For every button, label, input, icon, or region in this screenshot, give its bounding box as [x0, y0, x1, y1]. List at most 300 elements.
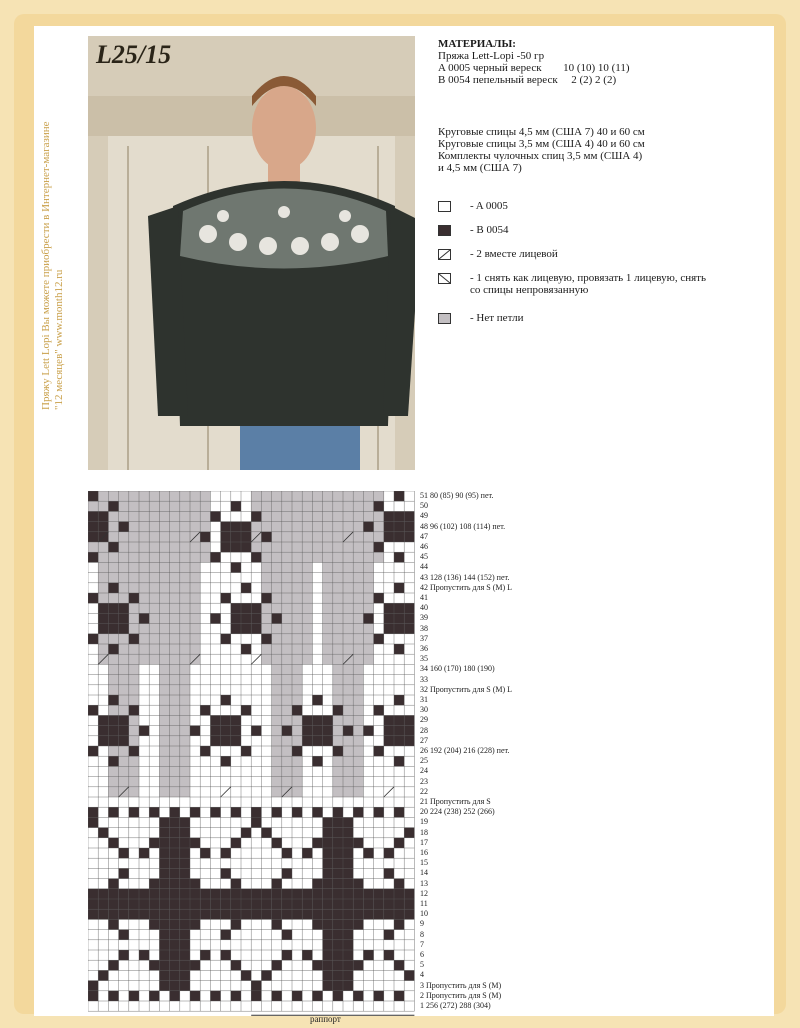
chart-cell — [88, 889, 98, 899]
chart-cell — [149, 807, 159, 817]
chart-cell — [292, 501, 302, 511]
chart-cell — [272, 624, 282, 634]
chart-cell — [333, 715, 343, 725]
chart-cell — [343, 777, 353, 787]
chart-cell — [129, 644, 139, 654]
chart-cell — [108, 695, 118, 705]
chart-cell — [333, 940, 343, 950]
chart-cell — [343, 981, 353, 991]
chart-cell — [333, 807, 343, 817]
chart-cell — [282, 613, 292, 623]
chart-cell — [404, 970, 414, 980]
chart-cell — [159, 501, 169, 511]
color1-name: A 0005 черный вереск — [438, 62, 542, 74]
chart-cell — [323, 868, 333, 878]
chart-cell — [251, 991, 261, 1001]
chart-cell — [353, 573, 363, 583]
row-label: 4 — [420, 970, 424, 980]
chart-cell — [374, 746, 384, 756]
needles-line2: Круговые спицы 3,5 мм (США 4) 40 и 60 см — [438, 138, 645, 150]
chart-cell — [374, 889, 384, 899]
chart-cell — [272, 807, 282, 817]
chart-cell — [363, 511, 373, 521]
chart-cell — [292, 675, 302, 685]
chart-cell — [159, 522, 169, 532]
chart-cell — [363, 899, 373, 909]
chart-cell — [159, 573, 169, 583]
chart-cell — [394, 491, 404, 501]
chart-cell — [302, 909, 312, 919]
chart-cell — [272, 838, 282, 848]
chart-cell — [180, 583, 190, 593]
chart-cell — [292, 491, 302, 501]
chart-cell — [108, 613, 118, 623]
chart-cell — [108, 899, 118, 909]
chart-cell — [323, 981, 333, 991]
chart-cell — [312, 909, 322, 919]
chart-cell — [272, 695, 282, 705]
chart-cell — [282, 777, 292, 787]
chart-cell — [231, 879, 241, 889]
color2-qty: 2 (2) 2 (2) — [571, 74, 617, 86]
chart-cell — [333, 858, 343, 868]
legend-label: - 2 вместе лицевой — [470, 248, 558, 260]
chart-cell — [353, 583, 363, 593]
chart-cell — [119, 603, 129, 613]
chart-cell — [282, 766, 292, 776]
chart-cell — [129, 522, 139, 532]
chart-cell — [312, 889, 322, 899]
chart-cell — [221, 726, 231, 736]
chart-cell — [374, 634, 384, 644]
shop-note-line1: Пряжу Lett Lopi Вы можете приобрести в Интернет-магазине — [40, 121, 52, 410]
chart-cell — [98, 899, 108, 909]
chart-cell — [129, 777, 139, 787]
chart-cell — [210, 899, 220, 909]
chart-cell — [333, 909, 343, 919]
row-label: 51 80 (85) 90 (95) пет. — [420, 491, 494, 500]
chart-cell — [272, 787, 282, 797]
chart-cell — [374, 593, 384, 603]
chart-cell — [231, 522, 241, 532]
chart-cell — [272, 746, 282, 756]
shop-note-line2: "12 месяцев" www.month12.ru — [53, 269, 65, 410]
chart-cell — [333, 970, 343, 980]
chart-cell — [119, 766, 129, 776]
chart-cell — [108, 746, 118, 756]
chart-cell — [180, 950, 190, 960]
chart-cell — [292, 766, 302, 776]
chart-cell — [353, 562, 363, 572]
chart-cell — [180, 940, 190, 950]
chart-cell — [129, 542, 139, 552]
chart-cell — [384, 889, 394, 899]
chart-cell — [88, 491, 98, 501]
chart-cell — [353, 675, 363, 685]
chart-cell — [159, 828, 169, 838]
chart-cell — [282, 848, 292, 858]
chart-cell — [159, 879, 169, 889]
chart-cell — [272, 501, 282, 511]
chart-cell — [302, 552, 312, 562]
chart-cell — [170, 766, 180, 776]
chart-cell — [261, 491, 271, 501]
chart-cell — [190, 919, 200, 929]
chart-cell — [241, 889, 251, 899]
chart-cell — [149, 654, 159, 664]
chart-cell — [343, 787, 353, 797]
chart-cell — [292, 695, 302, 705]
chart-cell — [159, 940, 169, 950]
row-label: 12 — [420, 888, 428, 898]
row-label: 42 Пропустить для S (M) L — [420, 582, 513, 592]
chart-cell — [139, 644, 149, 654]
chart-cell — [374, 807, 384, 817]
chart-cell — [98, 624, 108, 634]
chart-cell — [333, 817, 343, 827]
chart-cell — [312, 532, 322, 542]
chart-cell — [353, 603, 363, 613]
chart-cell — [221, 634, 231, 644]
chart-cell — [272, 552, 282, 562]
chart-cell — [374, 705, 384, 715]
chart-cell — [180, 705, 190, 715]
chart-cell — [119, 777, 129, 787]
chart-cell — [292, 715, 302, 725]
chart-cell — [353, 654, 363, 664]
chart-cell — [149, 542, 159, 552]
chart-cell — [200, 705, 210, 715]
chart-cell — [292, 726, 302, 736]
chart-cell — [221, 848, 231, 858]
chart-cell — [251, 613, 261, 623]
chart-cell — [333, 603, 343, 613]
chart-cell — [292, 511, 302, 521]
chart-cell — [384, 899, 394, 909]
chart-cell — [98, 828, 108, 838]
chart-cell — [98, 501, 108, 511]
chart-cell — [108, 715, 118, 725]
chart-cell — [251, 817, 261, 827]
chart-cell — [170, 787, 180, 797]
chart-cell — [88, 807, 98, 817]
chart-cell — [343, 838, 353, 848]
chart-cell — [323, 634, 333, 644]
chart-cell — [231, 899, 241, 909]
chart-cell — [129, 603, 139, 613]
chart-cell — [394, 889, 404, 899]
chart-cell — [261, 532, 271, 542]
chart-cell — [159, 705, 169, 715]
chart-cell — [323, 828, 333, 838]
chart-cell — [343, 746, 353, 756]
chart-cell — [353, 909, 363, 919]
chart-cell — [302, 532, 312, 542]
chart-cell — [302, 613, 312, 623]
chart-cell — [221, 950, 231, 960]
chart-cell — [333, 583, 343, 593]
chart-cell — [129, 726, 139, 736]
chart-cell — [129, 705, 139, 715]
chart-cell — [180, 613, 190, 623]
chart-cell — [333, 889, 343, 899]
chart-cell — [272, 654, 282, 664]
chart-cell — [323, 654, 333, 664]
chart-cell — [384, 868, 394, 878]
chart-cell — [180, 664, 190, 674]
chart-cell — [231, 919, 241, 929]
chart-cell — [272, 613, 282, 623]
chart-cell — [353, 593, 363, 603]
legend-label: - A 0005 — [470, 200, 508, 212]
chart-cell — [312, 552, 322, 562]
chart-cell — [180, 644, 190, 654]
chart-cell — [261, 828, 271, 838]
chart-cell — [149, 613, 159, 623]
chart-cell — [292, 522, 302, 532]
chart-cell — [129, 991, 139, 1001]
chart-cell — [88, 991, 98, 1001]
chart-cell — [180, 634, 190, 644]
chart-cell — [333, 950, 343, 960]
chart-cell — [108, 562, 118, 572]
chart-cell — [302, 950, 312, 960]
chart-cell — [353, 613, 363, 623]
chart-cell — [210, 511, 220, 521]
chart-cell — [363, 624, 373, 634]
chart-cell — [261, 624, 271, 634]
row-label: 13 — [420, 878, 428, 888]
chart-cell — [282, 685, 292, 695]
chart-cell — [180, 868, 190, 878]
chart-cell — [282, 868, 292, 878]
chart-cell — [108, 736, 118, 746]
chart-cell — [129, 909, 139, 919]
chart-cell — [353, 726, 363, 736]
row-label: 47 — [420, 531, 428, 541]
chart-cell — [139, 726, 149, 736]
chart-cell — [119, 715, 129, 725]
chart-cell — [139, 899, 149, 909]
chart-cell — [98, 970, 108, 980]
chart-cell — [159, 644, 169, 654]
chart-cell — [343, 603, 353, 613]
chart-cell — [119, 746, 129, 756]
chart-cell — [302, 573, 312, 583]
chart-cell — [343, 889, 353, 899]
chart-cell — [139, 950, 149, 960]
chart-cell — [404, 522, 414, 532]
color2-name: B 0054 пепельный вереск — [438, 74, 558, 86]
chart-cell — [272, 583, 282, 593]
chart-cell — [302, 726, 312, 736]
chart-cell — [98, 511, 108, 521]
chart-cell — [170, 542, 180, 552]
chart-cell — [333, 899, 343, 909]
chart-cell — [394, 583, 404, 593]
chart-cell — [108, 991, 118, 1001]
row-label: 8 — [420, 929, 424, 939]
chart-cell — [343, 868, 353, 878]
chart-cell — [323, 879, 333, 889]
chart-cell — [159, 777, 169, 787]
chart-cell — [149, 522, 159, 532]
chart-cell — [129, 491, 139, 501]
chart-cell — [119, 573, 129, 583]
chart-cell — [129, 899, 139, 909]
chart-cell — [98, 634, 108, 644]
chart-cell — [108, 787, 118, 797]
row-label: 5 — [420, 960, 424, 970]
chart-cell — [363, 532, 373, 542]
chart-cell — [343, 613, 353, 623]
chart-cell — [200, 511, 210, 521]
chart-cell — [312, 736, 322, 746]
chart-cell — [139, 542, 149, 552]
chart-cell — [119, 644, 129, 654]
chart-cell — [221, 899, 231, 909]
chart-cell — [108, 705, 118, 715]
row-label: 39 — [420, 613, 428, 623]
chart-cell — [190, 889, 200, 899]
chart-cell — [129, 552, 139, 562]
chart-cell — [404, 726, 414, 736]
chart-cell — [333, 664, 343, 674]
chart-cell — [170, 756, 180, 766]
chart-cell — [159, 848, 169, 858]
chart-cell — [190, 613, 200, 623]
chart-cell — [159, 695, 169, 705]
chart-cell — [190, 909, 200, 919]
chart-cell — [119, 664, 129, 674]
chart-cell — [180, 909, 190, 919]
chart-cell — [323, 573, 333, 583]
chart-cell — [353, 685, 363, 695]
chart-cell — [221, 542, 231, 552]
chart-cell — [323, 970, 333, 980]
chart-cell — [119, 613, 129, 623]
chart-cell — [241, 583, 251, 593]
chart-cell — [200, 532, 210, 542]
chart-cell — [333, 562, 343, 572]
chart-cell — [282, 654, 292, 664]
chart-cell — [282, 491, 292, 501]
chart-cell — [170, 573, 180, 583]
chart-cell — [323, 593, 333, 603]
chart-cell — [323, 624, 333, 634]
shop-note — [40, 121, 66, 410]
chart-cell — [384, 909, 394, 919]
chart-cell — [353, 695, 363, 705]
chart-cell — [282, 899, 292, 909]
row-label: 3 Пропустить для S (M) — [420, 980, 502, 990]
chart-cell — [282, 736, 292, 746]
chart-cell — [180, 889, 190, 899]
chart-cell — [170, 501, 180, 511]
chart-cell — [200, 552, 210, 562]
chart-cell — [302, 715, 312, 725]
chart-cell — [384, 613, 394, 623]
chart-cell — [139, 573, 149, 583]
chart-cell — [119, 522, 129, 532]
chart-cell — [221, 522, 231, 532]
row-label: 15 — [420, 858, 428, 868]
chart-cell — [292, 624, 302, 634]
chart-cell — [139, 511, 149, 521]
chart-cell — [333, 848, 343, 858]
chart-cell — [149, 583, 159, 593]
chart-cell — [119, 705, 129, 715]
chart-cell — [119, 501, 129, 511]
chart-cell — [333, 991, 343, 1001]
chart-cell — [119, 511, 129, 521]
chart-cell — [119, 848, 129, 858]
chart-cell — [231, 501, 241, 511]
chart-cell — [129, 746, 139, 756]
row-label: 1 256 (272) 288 (304) — [420, 1001, 491, 1010]
chart-cell — [353, 960, 363, 970]
chart-cell — [231, 624, 241, 634]
chart-cell — [394, 838, 404, 848]
chart-cell — [292, 991, 302, 1001]
chart-cell — [323, 858, 333, 868]
chart-cell — [149, 491, 159, 501]
chart-cell — [261, 899, 271, 909]
chart-cell — [221, 593, 231, 603]
chart-cell — [108, 766, 118, 776]
chart-cell — [159, 899, 169, 909]
chart-cell — [159, 766, 169, 776]
chart-cell — [180, 726, 190, 736]
chart-cell — [343, 593, 353, 603]
chart-cell — [292, 654, 302, 664]
chart-cell — [108, 522, 118, 532]
chart-cell — [353, 511, 363, 521]
chart-cell — [170, 654, 180, 664]
chart-cell — [149, 899, 159, 909]
chart-cell — [282, 756, 292, 766]
chart-cell — [394, 756, 404, 766]
chart-cell — [180, 787, 190, 797]
chart-cell — [302, 848, 312, 858]
chart-cell — [159, 552, 169, 562]
chart-cell — [251, 899, 261, 909]
chart-cell — [170, 848, 180, 858]
legend-label: - B 0054 — [470, 224, 509, 236]
skp-symbol-icon — [438, 273, 451, 284]
chart-cell — [251, 603, 261, 613]
row-label: 22 — [420, 786, 428, 796]
chart-cell — [170, 991, 180, 1001]
chart-cell — [108, 583, 118, 593]
chart-cell — [159, 889, 169, 899]
chart-cell — [190, 644, 200, 654]
chart-cell — [170, 583, 180, 593]
chart-cell — [292, 899, 302, 909]
row-label: 20 224 (238) 252 (266) — [420, 807, 495, 817]
chart-cell — [251, 511, 261, 521]
chart-cell — [384, 603, 394, 613]
chart-cell — [108, 909, 118, 919]
chart-cell — [159, 960, 169, 970]
chart-cell — [129, 766, 139, 776]
chart-cell — [190, 879, 200, 889]
chart-cell — [88, 746, 98, 756]
chart-cell — [159, 746, 169, 756]
chart-cell — [190, 573, 200, 583]
chart-cell — [139, 501, 149, 511]
chart-cell — [394, 960, 404, 970]
